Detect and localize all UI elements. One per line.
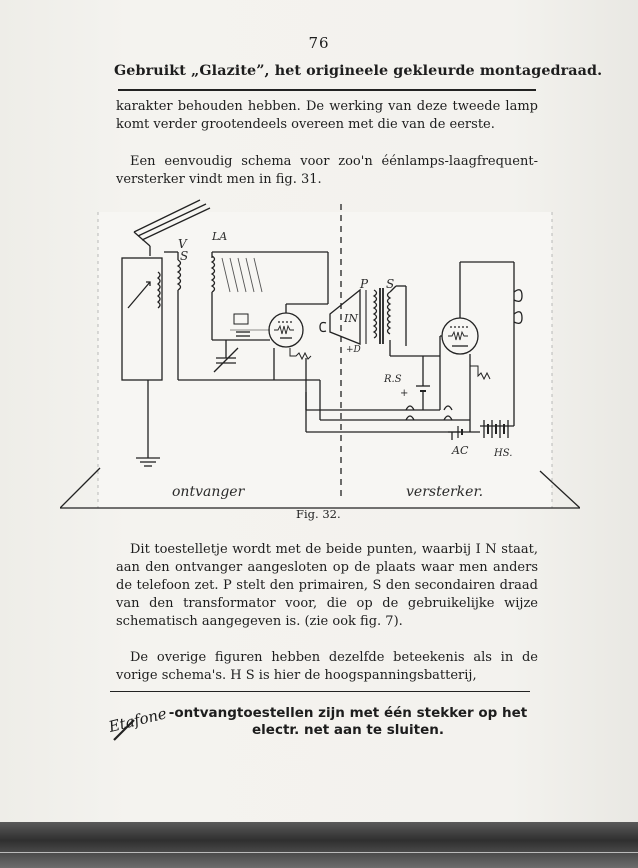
running-head: Gebruikt „Glazite”, het origineele gekleurde montagedraad. bbox=[114, 63, 603, 79]
label-plus-d: +D bbox=[346, 345, 361, 355]
paragraph-4: De overige figuren hebben dezelfde beteekenis als in de vorige schema's. H S is hier de hoogspanningsbatterij, bbox=[116, 650, 538, 684]
circuit-diagram bbox=[60, 196, 580, 518]
advert-line-2: electr. net aan te sluiten. bbox=[252, 722, 444, 738]
logo-text: Etafone bbox=[106, 704, 168, 736]
page-number: 76 bbox=[308, 34, 330, 52]
label-in: IN bbox=[344, 312, 358, 325]
label-p: P bbox=[360, 277, 369, 291]
label-s-right: S bbox=[386, 277, 395, 291]
label-ac: AC bbox=[452, 444, 469, 457]
label-s-left: S bbox=[180, 249, 189, 263]
scan-edge-band bbox=[0, 822, 638, 868]
advert-text bbox=[164, 705, 532, 739]
advert-line-1: -ontvangtoestellen zijn met één stekker op het bbox=[168, 705, 528, 721]
label-plus: + bbox=[400, 388, 409, 399]
paragraph-2: Een eenvoudig schema voor zoo'n éénlamps-laagfrequent-versterker vindt men in fig. 31. bbox=[116, 154, 538, 188]
etafone-logo bbox=[104, 700, 168, 744]
footer-rule bbox=[110, 691, 530, 692]
label-hs: HS. bbox=[494, 448, 513, 459]
figure-caption: Fig. 32. bbox=[296, 507, 341, 521]
paragraph-3: Dit toestelletje wordt met de beide punten, waarbij I N staat, aan den ontvanger aangesloten op de plaats waar men anders de telefoon zet. P stelt den primairen, S den secondairen draad van den transformator voor, die op de gebruikelijke wijze schematisch aangegeven is. (zie ook fig. 7). bbox=[116, 542, 538, 630]
scan-edge-line bbox=[0, 852, 638, 853]
label-la: LA bbox=[212, 230, 228, 243]
label-versterker: versterker. bbox=[406, 484, 484, 500]
header-rule bbox=[118, 89, 536, 91]
paragraph-1: karakter behouden hebben. De werking van deze tweede lamp komt verder grootendeels overeen met die van de eerste. bbox=[116, 99, 538, 133]
label-rs: R.S bbox=[384, 374, 402, 385]
label-v: V bbox=[178, 237, 187, 251]
label-ontvanger: ontvanger bbox=[172, 484, 245, 500]
